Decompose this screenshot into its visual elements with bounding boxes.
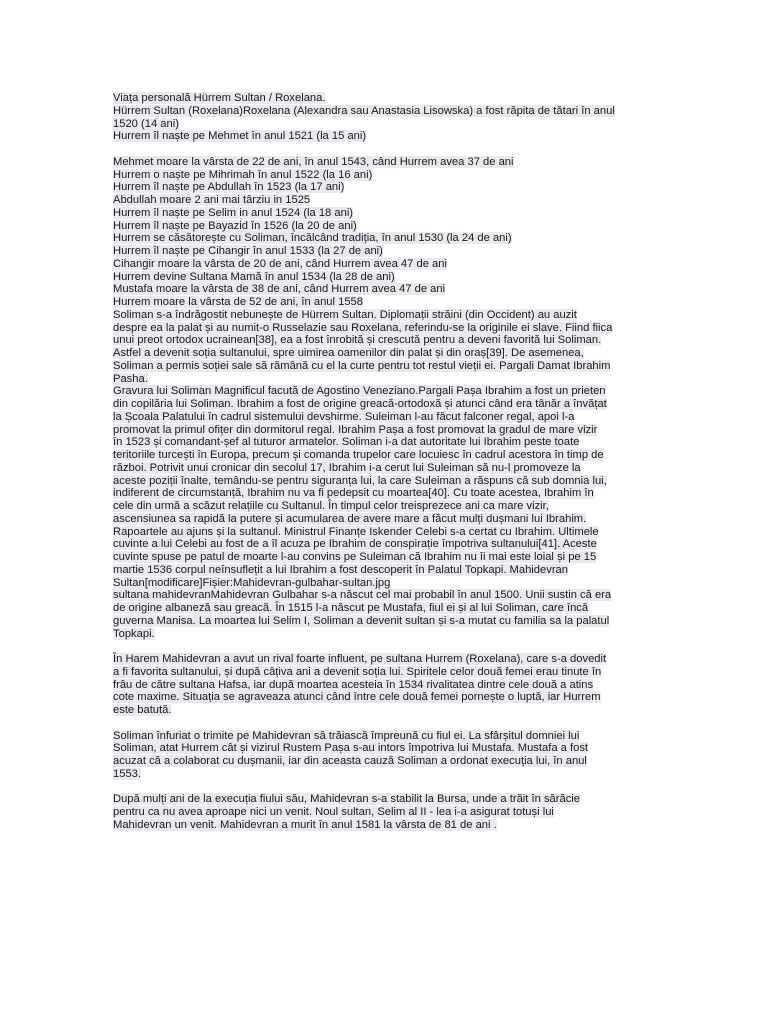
text-line-content: sultana mahidevranMahidevran Gulbahar s-a născut cel mai probabil în anul 1500. Unii sustin că era (113, 589, 612, 602)
paragraph-gap (113, 717, 668, 730)
text-line-content: unui preot ortodox ucrainean[38], ea a fost înrobită și crescută pentru a deveni favorită lui Soliman. (113, 334, 602, 347)
text-line-content: Viața personală Hürrem Sultan / Roxelana. (113, 92, 326, 104)
text-line (113, 207, 668, 220)
text-line (113, 819, 668, 832)
text-line (113, 220, 668, 233)
text-line (113, 487, 668, 500)
text-line-content: Hurrem îl naște pe Bayazid în 1526 (la 20 de ani) (113, 219, 357, 232)
text-line-content: este batută. (113, 704, 172, 716)
text-line-content: 1520 (14 ani) (113, 117, 179, 130)
text-line (113, 296, 668, 309)
text-line (113, 322, 668, 335)
text-line-content: guverna Manisa. La moartea lui Selim I, Soliman a devenit sultan și s-a mutat cu familia sa la palatul (113, 614, 610, 627)
text-line (113, 615, 668, 628)
text-line-content: pentru ca nu avea aproape nici un venit. Noul sultan, Selim al II - lea i-a asigurat totuși lui (113, 806, 554, 818)
text-line-content: promovat la primul ofițer din dormitorul regal. Ibrahim Pașa a fost promovat la gradul de mare vizir (113, 423, 598, 436)
text-line-content: cuvinte a lui Celebi au fost de a îl acuza pe Ibrahim de conspirație împotriva sultanului[41]. Aceste (113, 538, 597, 551)
text-line (113, 538, 668, 551)
text-line-content: Hurrem o naște pe Mihrimah în anul 1522 (la 16 ani) (113, 168, 373, 181)
text-line-content: a fi favorita sultanului, și după câțiva ani a devenit soția lui. Spiritele celor două femei erau tinute în (113, 665, 602, 678)
text-line (113, 424, 668, 437)
text-line (113, 551, 668, 564)
text-line (113, 283, 668, 296)
text-line-content: Hurrem îl naște pe Abdullah în 1523 (la 17 ani) (113, 181, 345, 194)
text-line (113, 169, 668, 182)
text-line (113, 373, 668, 386)
text-line (113, 105, 668, 118)
text-line-content: Hurrem îl naște pe Mehmet în anul 1521 (la 15 ani) (113, 130, 367, 143)
text-line-content: indiferent de circumstanță, Ibrahim nu va fi pedepsit cu moartea[40]. Cu toate acestea, Ibrahim în (113, 487, 594, 500)
text-line (113, 360, 668, 373)
text-line-content: Rapoartele au ajuns și la sultanul. Ministrul Finanțe Iskender Celebi s-a certat cu Ibrahim. Ultimele (113, 525, 599, 538)
text-line-content: ascensiunea sa rapidă la putere și acumularea de avere mare a făcut mulți dușmani lui Ibrahim. (113, 512, 587, 525)
text-line-content: Astfel a devenit soția sultanului, spre uimirea oamenilor din palat și din oraș[39]. De asemenea, (113, 347, 584, 359)
text-line-content: Mahidevran un venit. Mahidevran a murit în anul 1581 la vârsta de 81 de ani . (113, 818, 497, 831)
text-line (113, 475, 668, 488)
text-line (113, 462, 668, 475)
text-line-content: Soliman s-a îndrăgostit nebunește de Hürrem Sultan. Diplomații străini (din Occident) au auzit (113, 308, 577, 321)
text-line (113, 577, 668, 590)
text-line (113, 742, 668, 755)
text-line (113, 666, 668, 679)
text-line (113, 385, 668, 398)
text-line (113, 334, 668, 347)
text-line (113, 156, 668, 169)
text-line (113, 526, 668, 539)
paragraph-gap (113, 781, 668, 794)
text-line (113, 589, 668, 602)
text-line-content: despre ea la palat și au numit-o Russelazie sau Roxelana, referindu-se la originile ei slave. Fiind fiica (113, 321, 613, 334)
text-line-content: cote maxime. Situația se agraveaza atunci când între cele două femei pornește o luptă, iar Hurrem (113, 691, 601, 704)
text-line-content: acuzat că a colaborat cu dușmanii, iar din aceasta cauză Soliman a ordonat execuția lui, în anul (113, 755, 587, 767)
text-line (113, 398, 668, 411)
text-line-content: În Harem Mahidevran a avut un rival foarte influent, pe sultana Hurrem (Roxelana), care s-a dovedit (113, 653, 607, 665)
text-line-content: Abdullah moare 2 ani mai târziu in 1525 (113, 194, 311, 206)
text-line-content: în 1523 și comandant-șef al tuturor armatelor. Soliman i-a dat autoritate lui Ibrahim peste toate (113, 436, 580, 449)
text-line-content: 1553. (113, 767, 141, 780)
text-line-content: Soliman a permis soției sale să rămână cu el la curte pentru tot restul vieții ei. Pargali Damat Ibrahim (113, 359, 611, 372)
text-line-content: teritoriile turcești în Europa, precum și comanda trupelor care locuiesc în cadrul acestora în timp de (113, 449, 604, 461)
text-line (113, 730, 668, 743)
text-line-content: Hurrem devine Sultana Mamă în anul 1534 (la 28 de ani) (113, 270, 395, 283)
text-line-content: Hürrem Sultan (Roxelana)Roxelana (Alexandra sau Anastasia Lisowska) a fost răpita de tătari în anul (113, 104, 615, 117)
text-line (113, 793, 668, 806)
text-line-content: aceste poziții înalte, temându-se pentru siguranța lui, la care Suleiman a răspuns că sub domnia lui, (113, 474, 607, 487)
text-line (113, 347, 668, 360)
text-line-content: Mustafa moare la vârsta de 38 de ani, când Hurrem avea 47 de ani (113, 283, 446, 296)
text-line-content: Gravura lui Soliman Magnificul facută de Agostino Veneziano.Pargali Pașa Ibrahim a fost un prieten (113, 385, 606, 398)
text-line-content: Pasha. (113, 372, 148, 385)
text-line (113, 704, 668, 717)
text-line-content: Hurrem îl naște pe Cihangir în anul 1533 (la 27 de ani) (113, 245, 383, 257)
text-line-content: Mehmet moare la vârsta de 22 de ani, în anul 1543, când Hurrem avea 37 de ani (113, 155, 514, 168)
text-line (113, 679, 668, 692)
paragraph-gap (113, 640, 668, 653)
text-line (113, 513, 668, 526)
text-line-content: Hurrem îl naște pe Selim in anul 1524 (la 18 ani) (113, 206, 354, 219)
text-line-content: de origine albaneză sau greacă. În 1515 l-a născut pe Mustafa, fiul ei și al lui Soliman, care încă (113, 602, 589, 614)
text-line (113, 92, 668, 105)
text-line-content: frâu de către sultana Hafsa, iar după moartea acesteia în 1534 rivalitatea dintre cele două a atins (113, 678, 594, 691)
text-line (113, 602, 668, 615)
text-line (113, 232, 668, 245)
text-line (113, 564, 668, 577)
text-line (113, 258, 668, 271)
text-line (113, 411, 668, 424)
text-line (113, 436, 668, 449)
text-line (113, 449, 668, 462)
text-line-content: Sultan[modificare]Fișier:Mahidevran-gulbahar-sultan.jpg (113, 576, 391, 589)
text-line (113, 181, 668, 194)
text-line-content: cuvinte spuse pe patul de moarte l-au convins pe Suleiman că Ibrahim nu îi mai este loial și pe 15 (113, 551, 597, 563)
text-line (113, 628, 668, 641)
text-line-content: Topkapi. (113, 627, 155, 640)
text-line (113, 309, 668, 322)
text-line-content: Soliman, atat Hurrem cât și vizirul Rustem Pașa s-au intors împotriva lui Mustafa. Mustafa a fost (113, 742, 589, 755)
text-line-content: Hurrem moare la vârsta de 52 de ani, în anul 1558 (113, 296, 363, 308)
text-line-content: la Școala Palatului în cadrul sistemului devshirme. Suleiman l-au făcut falconer regal, apoi l-a (113, 410, 575, 423)
text-line-content: cele din urmă a scăzut relațiile cu Sultanul. În timpul celor treisprezece ani ca mare vizir, (113, 500, 549, 512)
text-line (113, 768, 668, 781)
text-line (113, 691, 668, 704)
text-line-content: Soliman înfuriat o trimite pe Mahidevran să trăiască împreună cu fiul ei. La sfârșitul domniei lui (113, 729, 580, 742)
text-line (113, 118, 668, 131)
text-line (113, 245, 668, 258)
text-line (113, 806, 668, 819)
text-line-content: război. Potrivit unui cronicar din secolul 17, Ibrahim i-a cerut lui Suleiman să nu-l promoveze la (113, 461, 581, 474)
text-line-content: din copilăria lui Soliman. Ibrahim a fost de origine greacă-ortodoxă și atunci când era tânăr a învățat (113, 398, 607, 410)
text-line (113, 271, 668, 284)
text-line-content: Cihangir moare la vârsta de 20 de ani, când Hurrem avea 47 de ani (113, 257, 447, 270)
text-line (113, 755, 668, 768)
text-line (113, 130, 668, 143)
text-line (113, 500, 668, 513)
text-line-content: martie 1536 corpul neînsuflețit a lui Ibrahim a fost descoperit în Palatul Topkapi. Mahidevran (113, 563, 569, 576)
paragraph-gap (113, 143, 668, 156)
text-line (113, 194, 668, 207)
text-line-content: Hurrem se căsătorește cu Soliman, încălcând tradiția, în anul 1530 (la 24 de ani) (113, 232, 512, 245)
text-line (113, 653, 668, 666)
text-line-content: După mulți ani de la execuția fiului său, Mahidevran s-a stabilit la Bursa, unde a trăit în sărăcie (113, 793, 581, 806)
